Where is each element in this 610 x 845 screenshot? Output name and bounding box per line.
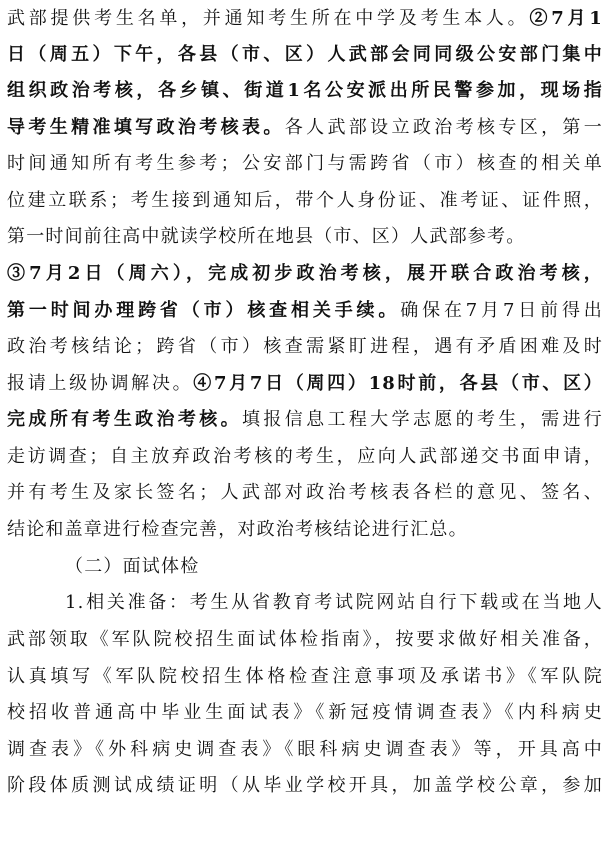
paragraph-line	[7, 149, 603, 179]
text-segment: 武部提供考生名单，并通知考生所在中学及考生本人。	[7, 8, 530, 29]
paragraph-line	[7, 735, 603, 765]
text-segment: 认真填写《军队院校招生体格检查注意事项及承诺书》《军队院	[7, 666, 603, 687]
paragraph-line	[7, 296, 603, 326]
text-segment: 确保在7月7日前得出	[400, 300, 603, 321]
text-segment: 校招收普通高中毕业生面试表》《新冠疫情调查表》《内科病史	[7, 702, 603, 723]
paragraph-line	[7, 405, 603, 435]
bold-text-segment: ④7月7日（周四）18时前，各县（市、区）	[193, 373, 603, 394]
paragraph-line	[7, 478, 603, 508]
paragraph-line	[7, 515, 603, 545]
bold-text-segment: 完成所有考生政治考核。	[7, 409, 242, 430]
paragraph-line	[7, 698, 603, 728]
paragraph-line	[7, 442, 603, 472]
text-segment: 政治考核结论；跨省（市）核查需紧盯进程，遇有矛盾困难及时	[7, 336, 603, 357]
bold-text-segment: ③7月2日（周六），完成初步政治考核，展开联合政治考核，	[7, 263, 603, 284]
text-segment: 1.相关准备：考生从省教育考试院网站自行下载或在当地人	[65, 592, 603, 613]
text-segment: 第一时间前往高中就读学校所在地县（市、区）人武部参考。	[7, 226, 526, 247]
text-segment: 结论和盖章进行检查完善，对政治考核结论进行汇总。	[7, 519, 468, 540]
bold-text-segment: ②7月1	[529, 8, 603, 29]
bold-text-segment: 组织政治考核，各乡镇、街道1名公安派出所民警参加，现场指	[7, 80, 603, 101]
paragraph-line	[65, 588, 603, 618]
paragraph-line	[7, 113, 603, 143]
text-segment: 报请上级协调解决。	[7, 373, 194, 394]
paragraph-line	[7, 222, 603, 252]
text-segment: 阶段体质测试成绩证明（从毕业学校开具，加盖学校公章，参加	[7, 775, 603, 796]
paragraph-line	[7, 4, 603, 34]
paragraph-line	[7, 662, 603, 692]
paragraph-line	[7, 332, 603, 362]
text-segment: 走访调查；自主放弃政治考核的考生，应向人武部递交书面申请，	[7, 446, 603, 467]
paragraph-line	[7, 625, 603, 655]
text-segment: 位建立联系；考生接到通知后，带个人身份证、准考证、证件照，	[7, 190, 603, 211]
bold-text-segment: 第一时间办理跨省（市）核查相关手续。	[7, 300, 401, 321]
text-segment: 并有考生及家长签名；人武部对政治考核表各栏的意见、签名、	[7, 482, 603, 503]
paragraph-line	[7, 76, 603, 106]
text-segment: 填报信息工程大学志愿的考生，需进行	[242, 409, 603, 430]
text-segment: （二）面试体检	[65, 556, 200, 577]
paragraph-line	[7, 771, 603, 801]
text-segment: 武部领取《军队院校招生面试体检指南》，按要求做好相关准备，	[7, 629, 603, 650]
paragraph-line	[7, 369, 603, 399]
paragraph-line	[65, 552, 603, 582]
bold-text-segment: 日（周五）下午，各县（市、区）人武部会同同级公安部门集中	[7, 44, 603, 65]
text-segment: 时间通知所有考生参考；公安部门与需跨省（市）核查的相关单	[7, 153, 603, 174]
bold-text-segment: 导考生精准填写政治考核表。	[7, 117, 285, 138]
paragraph-line	[7, 186, 603, 216]
paragraph-line	[7, 40, 603, 70]
text-segment: 各人武部设立政治考核专区，第一	[284, 117, 603, 138]
text-segment: 调查表》《外科病史调查表》《眼科病史调查表》等，开具高中	[7, 739, 603, 760]
paragraph-line	[7, 259, 603, 289]
